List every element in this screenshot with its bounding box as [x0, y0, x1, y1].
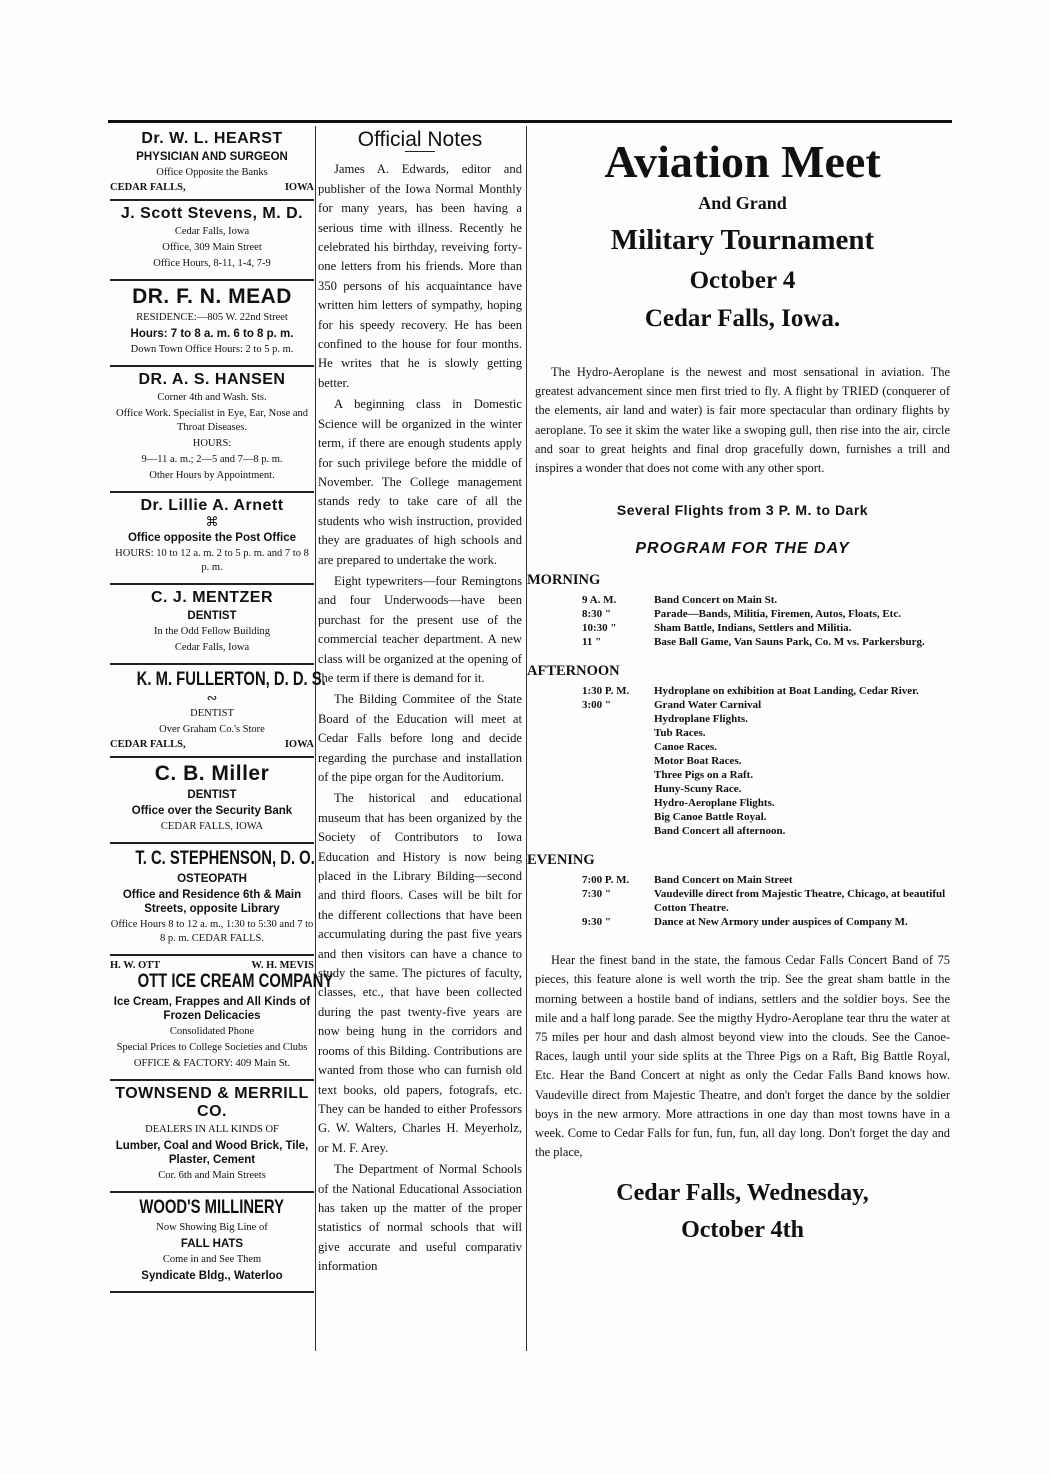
ornament-icon: ∾: [206, 690, 218, 705]
ad-line: Come in and See Them: [162, 1254, 262, 1265]
business-card: [110, 281, 314, 367]
program-item: [582, 768, 950, 782]
ad-line: Office, 309 Main Street: [162, 242, 262, 253]
closing-text: Hear the finest band in the state, the famous Cedar Falls Concert Band of 75 pieces, this feature alone is well worth the trip. See the great sham battle in the morning between a hostile band of indians, settlers and the soldier boys. See the mile and a half long parade. See the migthy Hydro-Aeroplane tear thru the water at 75 miles per hour and dash almost beyond view into the clouds. See the Canoe-Races, laugh until your side splits at the Three Pigs on a Raft, Big Battle Royal, Etc. Hear the Band Concert at night as only the Cedar Falls Band knows how. Vaudeville direct from Majestic Theatre, and don't forget the dance by the soldier boys in the new armory. More attractions in one day than most towns have in a week. Come to Cedar Falls for fun, fun, fun, all day long. Don't forget the day and the place,: [535, 953, 950, 1160]
news-paragraph: The Bilding Commitee of the State Board of the Education will meet at Cedar Falls before long and decide regarding the purchase and installation of the pipe organ for the Auditorium.: [318, 692, 522, 784]
program-item: [582, 887, 950, 915]
program-event: Vaudeville direct from Majestic Theatre, Chicago, at beautiful Cotton Theatre.: [654, 888, 946, 915]
program-item: [582, 593, 950, 607]
business-card: [110, 956, 334, 1081]
program-item: [582, 873, 950, 887]
ad-line: 9—11 a. m.; 2—5 and 7—8 p. m.: [141, 454, 283, 465]
business-name: K. M. FULLERTON, D. D. S.: [136, 669, 326, 690]
program-time: [582, 782, 654, 796]
program-item: [582, 796, 950, 810]
program-time: [582, 810, 654, 824]
program-event: Hydroplane on exhibition at Boat Landing, Cedar River.: [654, 685, 919, 698]
news-paragraph: James A. Edwards, editor and publisher of the Iowa Normal Monthly for many years, has been having a serious time with illness. Recently he celebrated his birthday, reveiving forty-one letters from his friends. More than 350 persons of his acquaintance have written him letters of sympathy, hoping for his speedy recovery. He has been confined to the house for four months. He writes that he is slowly getting better.: [318, 162, 522, 390]
program-event: Big Canoe Battle Royal.: [654, 811, 767, 824]
ad-city: CEDAR FALLS,: [110, 182, 186, 193]
owner-name: H. W. OTT: [110, 960, 161, 971]
official-notes-column: [318, 130, 522, 1277]
program-item: [582, 754, 950, 768]
program-event: Band Concert on Main St.: [654, 594, 778, 607]
ad-line: Cedar Falls, Iowa: [174, 226, 250, 237]
ad-line: RESIDENCE:—805 W. 22nd Street: [136, 312, 288, 323]
ad-line: Consolidated Phone: [169, 1026, 255, 1037]
event-place: Cedar Falls, Iowa.: [644, 305, 841, 332]
official-notes-title: Official Notes: [357, 128, 483, 151]
ad-line: Other Hours by Appointment.: [149, 470, 275, 481]
ad-line: Office opposite the Post Office: [127, 532, 297, 544]
ad-line: DENTIST: [187, 610, 237, 622]
business-card: [110, 585, 314, 665]
program-event: Huny-Scuny Race.: [654, 783, 742, 796]
news-paragraph: A beginning class in Domestic Science will be organized in the winter term, if there are enough students apply for such privilege before the middle of November. The College management stands redy to take care of all the students who wish instruction, provided they are graduates of high schools and are prepared to undertake the work.: [318, 397, 522, 567]
ad-line: Syndicate Bldg., Waterloo: [141, 1270, 283, 1282]
business-card: [110, 665, 326, 758]
business-name: T. C. STEPHENSON, D. O.: [135, 848, 315, 869]
program-time: 11 ": [582, 636, 602, 649]
business-name: Dr. W. L. HEARST: [141, 130, 283, 147]
program-item: [582, 726, 950, 740]
subheadline: And Grand: [698, 193, 787, 213]
news-paragraph: Eight typewriters—four Remingtons and four Underwoods—have been purchast for the present use of the commercial teacher department. A new class will be organized at the opening of the term if there is demand for it.: [318, 573, 522, 685]
program-event: Hydroplane Flights.: [654, 713, 748, 726]
headline: Aviation Meet: [604, 136, 881, 187]
business-name: C. J. MENTZER: [150, 589, 274, 606]
program-time: [582, 726, 654, 740]
program-event: Band Concert all afternoon.: [654, 825, 786, 838]
program-time: [582, 768, 654, 782]
business-card: [110, 201, 314, 281]
program-section-label: MORNING: [527, 572, 601, 589]
program-item: [582, 824, 950, 838]
ad-line: HOURS:: [192, 438, 232, 449]
event-date: October 4: [689, 267, 796, 294]
business-card: [110, 1193, 314, 1293]
ad-line: Ice Cream, Frappes and All Kinds of Frozen Delicacies: [113, 996, 311, 1022]
ornament-icon: ⌘: [205, 514, 219, 529]
program-time: [582, 712, 654, 726]
ad-line: Corner 4th and Wash. Sts.: [157, 392, 267, 403]
ad-line: Office and Residence 6th & Main Streets, opposite Library: [122, 889, 302, 915]
program-event: Three Pigs on a Raft.: [654, 769, 754, 782]
footer-line-1: Cedar Falls, Wednesday,: [616, 1180, 869, 1207]
program-time: 3:00 ": [582, 699, 612, 712]
program-item: [582, 635, 950, 649]
ad-line: Office Hours, 8-11, 1-4, 7-9: [153, 258, 271, 269]
ad-line: HOURS: 10 to 12 a. m. 2 to 5 p. m. and 7 to 8 p. m.: [115, 548, 309, 573]
ad-line: Office Opposite the Banks: [156, 167, 268, 178]
business-name: J. Scott Stevens, M. D.: [120, 205, 304, 222]
program-item: [582, 684, 950, 698]
program-time: [582, 796, 654, 810]
ad-city: CEDAR FALLS,: [110, 739, 186, 750]
program-time: [582, 824, 654, 838]
program-event: Tub Races.: [654, 727, 706, 740]
intro-text: The Hydro-Aeroplane is the newest and most sensational in aviation. The greatest advancement since men first tried to fly. A flight by TRIED (conquerer of the elements, air land and water) is fair more spectacular than ordinary flights by aeroplane. To see it skim the water like a swoping gull, then rise into the air, circle and soar to great heights and final drop gracefully down, furnishes a trill and inspires a wonder that does not come with any other sport.: [535, 365, 950, 476]
aviation-meet-ad: [527, 135, 950, 1244]
program-event: Band Concert on Main Street: [654, 874, 793, 887]
ad-line: Over Graham Co.'s Store: [159, 724, 265, 735]
program-item: [582, 607, 950, 621]
business-name: C. B. Miller: [154, 762, 270, 785]
business-name: Dr. Lillie A. Arnett: [140, 497, 284, 514]
ad-line: Office Work. Specialist in Eye, Ear, Nose and Throat Diseases.: [116, 408, 308, 433]
divider: [405, 151, 435, 152]
ad-line: PHYSICIAN AND SURGEON: [136, 151, 288, 163]
ad-line: DEALERS IN ALL KINDS OF: [145, 1124, 279, 1135]
program-event: Dance at New Armory under auspices of Company M.: [654, 916, 908, 929]
program-time: 7:30 ": [582, 888, 612, 901]
owner-name: W. H. MEVIS: [251, 960, 314, 971]
ad-line: Special Prices to College Societies and Clubs: [116, 1042, 308, 1053]
ad-line: FALL HATS: [180, 1238, 244, 1250]
business-name: WOOD'S MILLINERY: [139, 1197, 285, 1218]
ad-line: Hours: 7 to 8 a. m. 6 to 8 p. m.: [130, 328, 294, 340]
program-time: 1:30 P. M.: [582, 685, 630, 698]
program-item: [582, 810, 950, 824]
ad-line: In the Odd Fellow Building: [153, 626, 271, 637]
program-item: [582, 915, 950, 929]
program-event: Hydro-Aeroplane Flights.: [654, 797, 775, 810]
program-event: Base Ball Game, Van Sauns Park, Co. M vs. Parkersburg.: [654, 636, 925, 649]
ad-line: Office Hours 8 to 12 a. m., 1:30 to 5:30 and 7 to 8 p. m. CEDAR FALLS.: [110, 919, 314, 944]
news-paragraph: The historical and educational museum that has been organized by the Society of Contributors to Iowa Education and History is now being placed in the Library Bilding—second and third floors. Cases will be bilt for the different collections that have been accumulating during the past five years and then visitors can have a chance to study the same. The pictures of faculty, classes, etc., that have been collected during the past twenty-five years are now being hung in the corridors and rooms of this Bilding. Contributions are wanted from those who can furnish old text books, old papers, fotografs, etc. They can be handed to either Professors G. W. Walters, Charles H. Meyerholz, or M. F. Arey.: [318, 791, 522, 1155]
ad-line: CEDAR FALLS, IOWA: [160, 821, 264, 832]
ad-line: Office over the Security Bank: [131, 805, 293, 817]
column-divider: [315, 126, 316, 1351]
program-event: Parade—Bands, Militia, Firemen, Autos, Floats, Etc.: [654, 608, 901, 621]
flights-notice: Several Flights from 3 P. M. to Dark: [616, 502, 869, 519]
business-card: [110, 126, 314, 201]
program-time: 7:00 P. M.: [582, 874, 630, 887]
program-event: Motor Boat Races.: [654, 755, 742, 768]
ad-line: DENTIST: [187, 789, 237, 801]
business-card: [110, 758, 314, 844]
program-event: Canoe Races.: [654, 741, 717, 754]
subheadline-2: Military Tournament: [610, 224, 875, 256]
business-name: OTT ICE CREAM COMPANY: [137, 971, 334, 992]
program-item: [582, 698, 950, 712]
business-card: [110, 844, 314, 956]
program-time: [582, 754, 654, 768]
advertisement-column: [110, 126, 334, 1293]
top-rule: [108, 120, 952, 123]
ad-state: IOWA: [284, 182, 314, 193]
footer-line-2: October 4th: [681, 1217, 804, 1244]
program-section-label: EVENING: [527, 852, 595, 869]
ad-line: Cedar Falls, Iowa: [174, 642, 250, 653]
program-time: [582, 740, 654, 754]
program-time: 8:30 ": [582, 608, 612, 621]
business-name: DR. F. N. MEAD: [132, 285, 292, 308]
business-name: DR. A. S. HANSEN: [138, 371, 286, 388]
program-item: [582, 712, 950, 726]
program-event: Sham Battle, Indians, Settlers and Militia.: [654, 622, 852, 635]
business-name: TOWNSEND & MERRILL CO.: [115, 1085, 309, 1120]
program-item: [582, 782, 950, 796]
ad-line: Cor. 6th and Main Streets: [158, 1170, 266, 1181]
program-time: 9:30 ": [582, 916, 612, 929]
ad-line: Down Town Office Hours: 2 to 5 p. m.: [130, 344, 294, 355]
program-title: PROGRAM FOR THE DAY: [635, 540, 850, 558]
business-card: [110, 1081, 314, 1193]
news-paragraph: The Department of Normal Schools of the National Educational Association has taken up the matter of the proper statistics of normal schools that will give accurate and useful comparativ information: [318, 1162, 522, 1274]
ad-line: OSTEOPATH: [177, 873, 247, 885]
business-card: [110, 493, 314, 585]
program-time: 10:30 ": [582, 622, 617, 635]
ad-line: Now Showing Big Line of: [156, 1222, 268, 1233]
business-card: [110, 367, 314, 493]
ad-state: IOWA: [284, 739, 314, 750]
program-section-label: AFTERNOON: [527, 663, 620, 680]
ad-line: DENTIST: [190, 708, 234, 719]
program-event: Grand Water Carnival: [654, 699, 762, 712]
program-time: 9 A. M.: [582, 594, 617, 607]
program-item: [582, 740, 950, 754]
program-item: [582, 621, 950, 635]
ad-line: OFFICE & FACTORY: 409 Main St.: [133, 1058, 291, 1069]
ad-line: Lumber, Coal and Wood Brick, Tile, Plaster, Cement: [115, 1140, 309, 1166]
